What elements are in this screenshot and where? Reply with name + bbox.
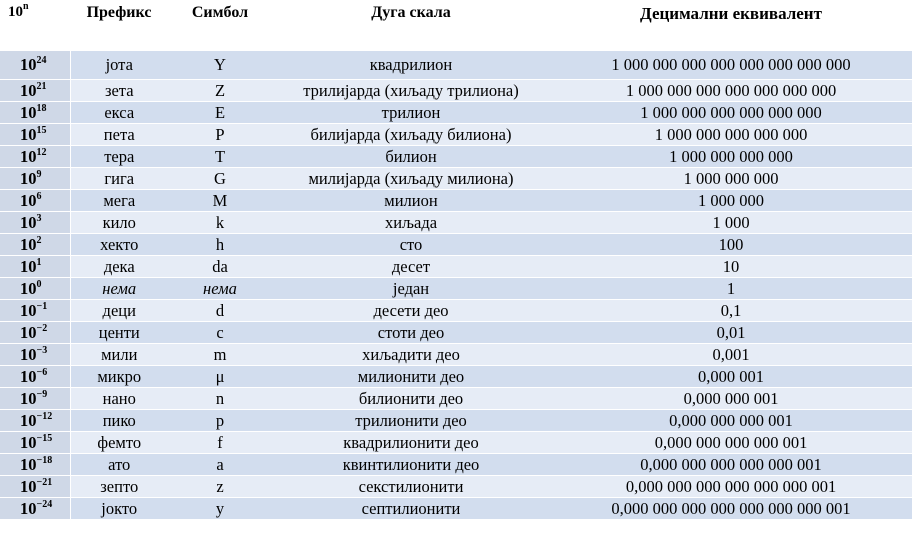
power-cell: $10^{-9}$ xyxy=(0,388,70,410)
decimal-cell: 1 000 000 000 000 000 000 xyxy=(550,102,912,124)
power-cell: $10^{-3}$ xyxy=(0,344,70,366)
prefix-cell: центи xyxy=(70,322,168,344)
scale-cell: хиљадити део xyxy=(272,344,550,366)
symbol-cell: d xyxy=(168,300,272,322)
prefix-cell: мили xyxy=(70,344,168,366)
prefix-cell: јокто xyxy=(70,498,168,520)
decimal-cell: 0,01 xyxy=(550,322,912,344)
symbol-cell: P xyxy=(168,124,272,146)
decimal-cell: 1 000 000 xyxy=(550,190,912,212)
power-cell: $10^2$ xyxy=(0,234,70,256)
scale-cell: трилионити део xyxy=(272,410,550,432)
scale-cell: сто xyxy=(272,234,550,256)
symbol-cell: da xyxy=(168,256,272,278)
table-row xyxy=(0,432,912,454)
power-cell: $10^{-21}$ xyxy=(0,476,70,498)
prefix-cell: микро xyxy=(70,366,168,388)
scale-cell: стоти део xyxy=(272,322,550,344)
decimal-cell: 1 000 xyxy=(550,212,912,234)
table-row xyxy=(0,322,912,344)
symbol-cell: G xyxy=(168,168,272,190)
power-cell: $10^{-2}$ xyxy=(0,322,70,344)
decimal-cell: 1 000 000 000 000 000 xyxy=(550,124,912,146)
scale-cell: хиљада xyxy=(272,212,550,234)
decimal-cell: 0,000 000 000 000 000 001 xyxy=(550,454,912,476)
table-row xyxy=(0,278,912,300)
decimal-cell: 1 000 000 000 xyxy=(550,168,912,190)
decimal-cell: 1 xyxy=(550,278,912,300)
scale-cell: милијарда (хиљаду милиона) xyxy=(272,168,550,190)
symbol-cell: f xyxy=(168,432,272,454)
symbol-cell: E xyxy=(168,102,272,124)
table-row xyxy=(0,102,912,124)
scale-cell: милионити део xyxy=(272,366,550,388)
decimal-cell: 1 000 000 000 000 000 000 000 000 xyxy=(550,51,912,80)
power-cell: $10^{15}$ xyxy=(0,124,70,146)
prefix-cell: пико xyxy=(70,410,168,432)
table-row xyxy=(0,190,912,212)
power-cell: $10^{-15}$ xyxy=(0,432,70,454)
table-row xyxy=(0,168,912,190)
symbol-cell: нема xyxy=(168,278,272,300)
power-cell: $10^{-18}$ xyxy=(0,454,70,476)
power-cell: $10^0$ xyxy=(0,278,70,300)
power-cell: $10^9$ xyxy=(0,168,70,190)
symbol-cell: n xyxy=(168,388,272,410)
table-row xyxy=(0,300,912,322)
decimal-cell: 0,001 xyxy=(550,344,912,366)
prefix-cell: пета xyxy=(70,124,168,146)
decimal-cell: 1 000 000 000 000 xyxy=(550,146,912,168)
table-row xyxy=(0,80,912,102)
power-cell: $10^3$ xyxy=(0,212,70,234)
power-cell: $10^{24}$ xyxy=(0,51,70,80)
symbol-cell: z xyxy=(168,476,272,498)
symbol-cell: k xyxy=(168,212,272,234)
decimal-cell: 0,1 xyxy=(550,300,912,322)
symbol-cell: T xyxy=(168,146,272,168)
decimal-cell: 0,000 000 001 xyxy=(550,388,912,410)
table-row xyxy=(0,212,912,234)
power-cell: $10^{-6}$ xyxy=(0,366,70,388)
power-cell: $10^{-1}$ xyxy=(0,300,70,322)
symbol-cell: h xyxy=(168,234,272,256)
symbol-cell: Y xyxy=(168,51,272,80)
power-cell: $10^1$ xyxy=(0,256,70,278)
power-cell: $10^{12}$ xyxy=(0,146,70,168)
scale-cell: трилион xyxy=(272,102,550,124)
header-short-scale: Дуга скала xyxy=(272,0,550,34)
prefix-cell: зепто xyxy=(70,476,168,498)
decimal-cell: 100 xyxy=(550,234,912,256)
symbol-cell: m xyxy=(168,344,272,366)
symbol-cell: μ xyxy=(168,366,272,388)
decimal-cell: 10 xyxy=(550,256,912,278)
header-symbol: Симбол xyxy=(168,0,272,34)
table-row xyxy=(0,366,912,388)
prefix-cell: нема xyxy=(70,278,168,300)
table-row xyxy=(0,51,912,80)
prefix-cell: хекто xyxy=(70,234,168,256)
scale-cell: десети део xyxy=(272,300,550,322)
header-prefix: Префикс xyxy=(70,0,168,34)
symbol-cell: M xyxy=(168,190,272,212)
prefix-cell: зета xyxy=(70,80,168,102)
table-header xyxy=(0,0,912,51)
symbol-cell: p xyxy=(168,410,272,432)
scale-cell: септилионити xyxy=(272,498,550,520)
table-row xyxy=(0,388,912,410)
power-cell: $10^{-24}$ xyxy=(0,498,70,520)
table-row xyxy=(0,256,912,278)
table-body xyxy=(0,51,912,520)
table-row xyxy=(0,454,912,476)
decimal-cell: 1 000 000 000 000 000 000 000 xyxy=(550,80,912,102)
prefix-cell: дека xyxy=(70,256,168,278)
table-row xyxy=(0,410,912,432)
table-row xyxy=(0,476,912,498)
table-row xyxy=(0,498,912,520)
power-cell: $10^{21}$ xyxy=(0,80,70,102)
symbol-cell: a xyxy=(168,454,272,476)
decimal-cell: 0,000 000 000 001 xyxy=(550,410,912,432)
prefix-cell: тера xyxy=(70,146,168,168)
power-cell: $10^6$ xyxy=(0,190,70,212)
prefix-cell: фемто xyxy=(70,432,168,454)
prefix-cell: екса xyxy=(70,102,168,124)
power-cell: $10^{-12}$ xyxy=(0,410,70,432)
symbol-cell: c xyxy=(168,322,272,344)
prefix-cell: деци xyxy=(70,300,168,322)
scale-cell: квадрилионити део xyxy=(272,432,550,454)
scale-cell: један xyxy=(272,278,550,300)
decimal-cell: 0,000 000 000 000 000 000 001 xyxy=(550,476,912,498)
prefix-cell: јота xyxy=(70,51,168,80)
scale-cell: билионити део xyxy=(272,388,550,410)
table-row xyxy=(0,344,912,366)
prefix-cell: нано xyxy=(70,388,168,410)
scale-cell: билијарда (хиљаду билиона) xyxy=(272,124,550,146)
table-row xyxy=(0,146,912,168)
scale-cell: милион xyxy=(272,190,550,212)
prefix-cell: мега xyxy=(70,190,168,212)
scale-cell: трилијарда (хиљаду трилиона) xyxy=(272,80,550,102)
symbol-cell: Z xyxy=(168,80,272,102)
decimal-cell: 0,000 001 xyxy=(550,366,912,388)
scale-cell: десет xyxy=(272,256,550,278)
scale-cell: билион xyxy=(272,146,550,168)
prefix-cell: гига xyxy=(70,168,168,190)
header-decimal: Децимални еквивалент xyxy=(550,0,912,34)
symbol-cell: y xyxy=(168,498,272,520)
decimal-cell: 0,000 000 000 000 001 xyxy=(550,432,912,454)
prefix-cell: кило xyxy=(70,212,168,234)
table-row xyxy=(0,124,912,146)
scale-cell: секстилионити xyxy=(272,476,550,498)
scale-cell: квадрилион xyxy=(272,51,550,80)
header-power: 10$^n$ xyxy=(0,0,70,34)
scale-cell: квинтилионити део xyxy=(272,454,550,476)
table-row xyxy=(0,234,912,256)
decimal-cell: 0,000 000 000 000 000 000 000 001 xyxy=(550,498,912,520)
power-cell: $10^{18}$ xyxy=(0,102,70,124)
prefix-cell: ато xyxy=(70,454,168,476)
